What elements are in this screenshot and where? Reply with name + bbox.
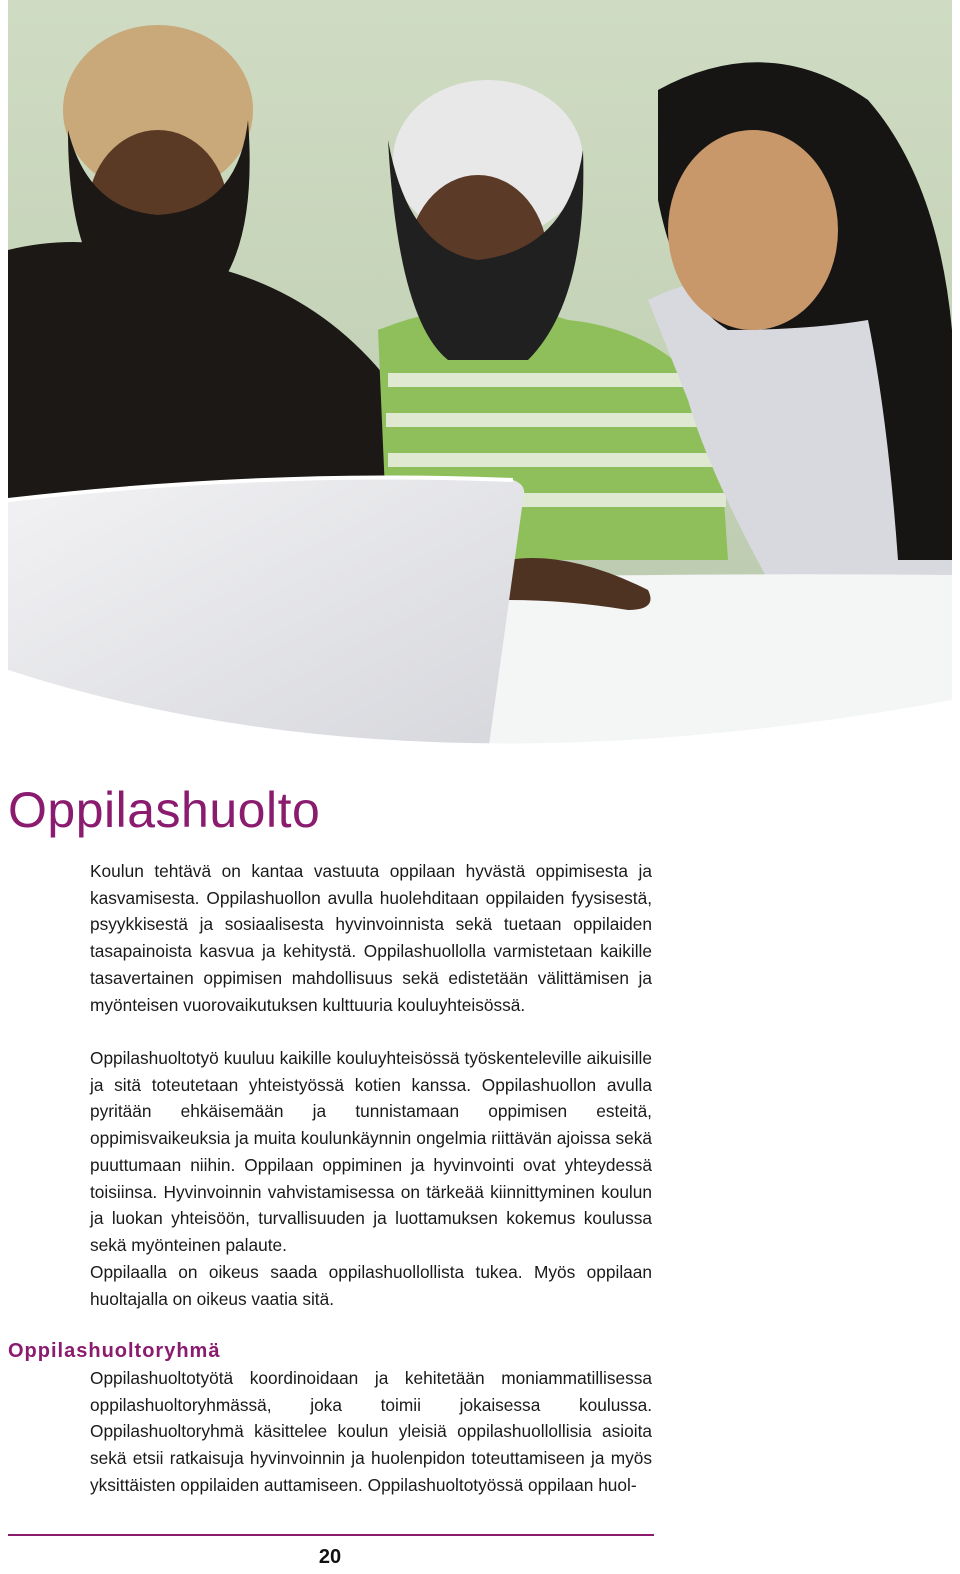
section-paragraph: Oppilashuoltotyötä koordinoidaan ja kehitetään moniammatillisessa oppilashuoltoryhmässä, joka toimii jokaisessa koulussa. Oppilashuoltoryhmä käsittelee koulun yleisiä oppilashuollollisia asioita sekä etsii ratkaisuja hyvinvoinnin ja huolenpidon toteuttamiseen ja myös yksittäisten oppilaiden auttamiseen. Oppilashuoltotyössä oppilaan huol- bbox=[90, 1368, 652, 1495]
body-paragraph-1: Koulun tehtävä on kantaa vastuuta oppilaan hyvästä oppimisesta ja kasvamisesta. Oppilashuollon avulla huolehditaan oppilaiden fyysisestä, psyykkisestä ja sosiaalisesta hyvinvoinnista sekä tuetaan oppilaiden tasapainoista kasvua ja kehitystä. Oppilashuollolla varmistetaan kaikille tasavertainen oppimisen mahdollisuus sekä edistetään välittämisen ja myönteisen vuorovaikutuksen kulttuuria kouluyhteisössä. bbox=[90, 861, 652, 1015]
header-photo bbox=[8, 0, 952, 752]
section-heading: Oppilashuoltoryhmä bbox=[8, 1340, 221, 1362]
body-paragraph-3: Oppilaalla on oikeus saada oppilashuollollista tukea. Myös oppilaan huoltajalla on oikeus vaatia sitä. bbox=[90, 1262, 652, 1309]
page-number: 20 bbox=[318, 1546, 342, 1568]
footer-divider bbox=[8, 1534, 654, 1536]
page-title: Oppilashuolto bbox=[8, 782, 321, 838]
photo-students-at-laptop-icon bbox=[8, 0, 952, 752]
body-paragraph-2: Oppilashuoltotyö kuuluu kaikille kouluyhteisössä työskenteleville aikuisille ja sitä toteutetaan yhteistyössä kotien kanssa. Oppilashuollon avulla pyritään ehkäisemään ja tunnistamaan oppimisen esteitä, oppimisvaikeuksia ja muita koulunkäynnin ongelmia riittävän ajoissa sekä puuttumaan niihin. Oppilaan oppiminen ja hyvinvointi ovat yhteydessä toisiinsa. Hyvinvoinnin vahvistamisessa on tärkeää kiinnittyminen koulun ja luokan yhteisöön, turvallisuuden ja luottamuksen kokemus koulussa sekä myönteinen palaute. bbox=[90, 1048, 652, 1255]
